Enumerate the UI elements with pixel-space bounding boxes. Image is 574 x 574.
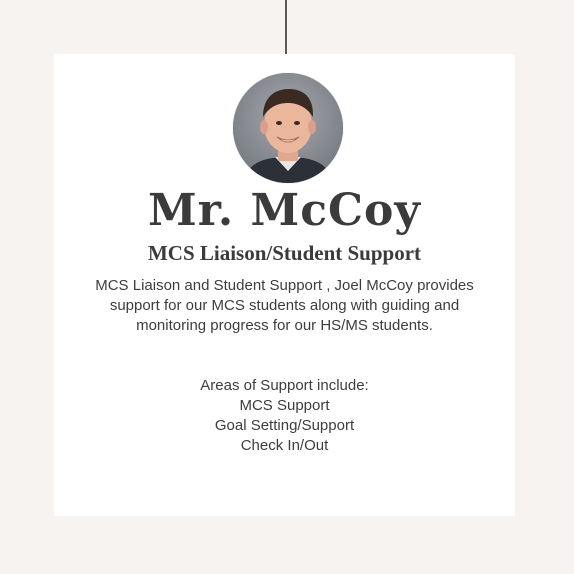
support-area-item: Check In/Out	[240, 437, 329, 454]
support-areas-heading: Areas of Support include:	[200, 377, 369, 394]
support-area-item: MCS Support	[239, 397, 330, 414]
profile-role: MCS Liaison/Student Support	[147, 241, 422, 265]
profile-description: MCS Liaison and Student Support , Joel McCoy provides support for our MCS students along with guiding and monitoring progress for our HS/MS students.	[95, 277, 474, 334]
portrait-photo-icon	[233, 73, 343, 183]
support-area-item: Goal Setting/Support	[214, 417, 355, 434]
profile-photo	[233, 73, 343, 183]
support-areas	[54, 376, 515, 456]
profile-name: Mr. McCoy	[148, 185, 421, 236]
